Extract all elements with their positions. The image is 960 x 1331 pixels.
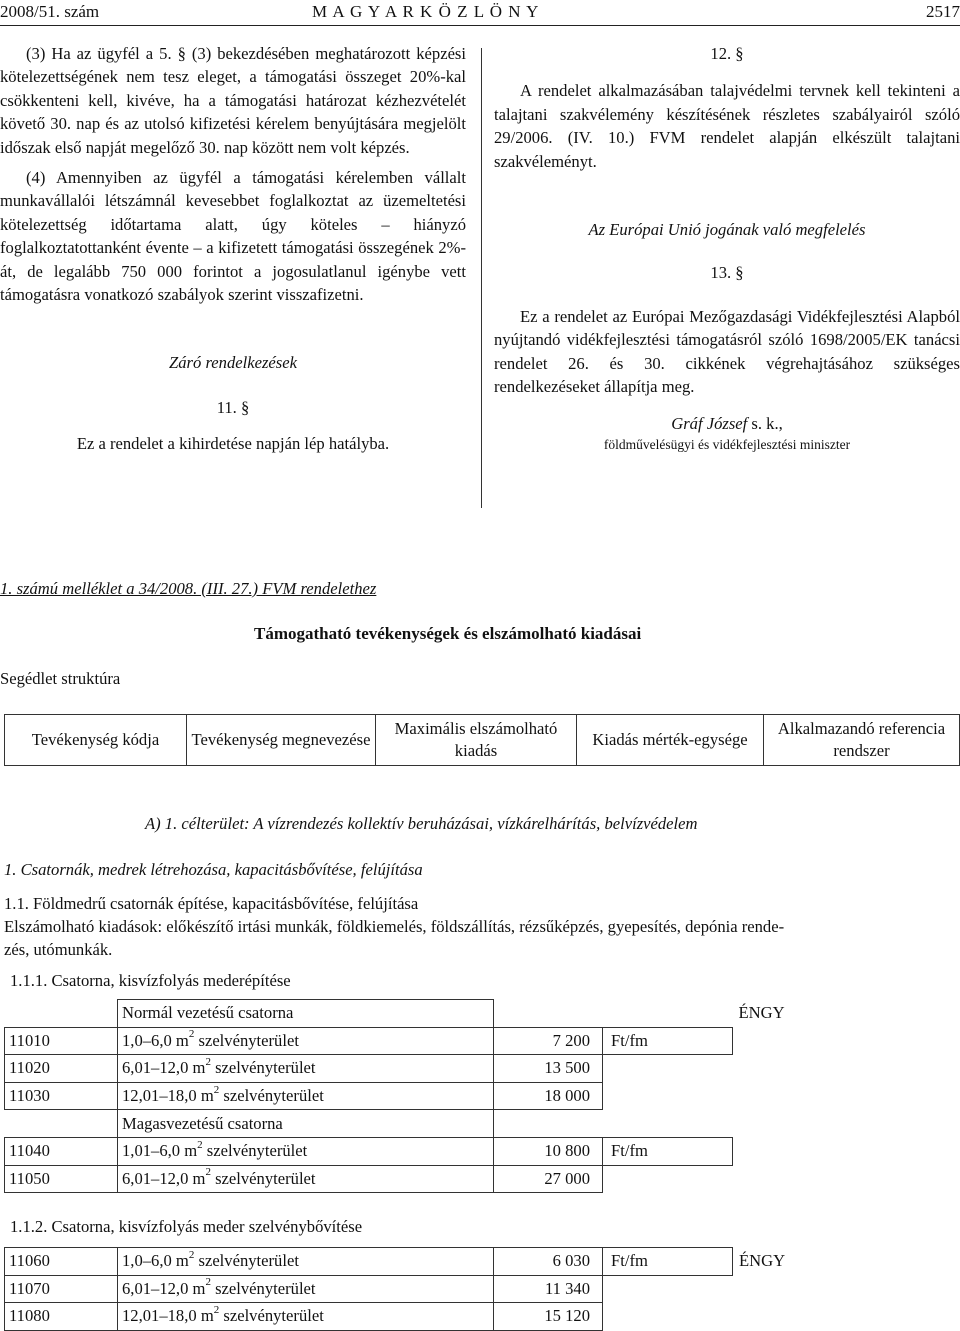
table-row bbox=[5, 1137, 842, 1165]
activity-code: 11070 bbox=[5, 1275, 118, 1303]
activity-name: 1,01–6,0 $m^2$ szelvényterület bbox=[118, 1137, 494, 1165]
activity-name: 1,0–6,0 $m^2$ szelvényterület bbox=[118, 1027, 494, 1055]
unit: Ft/fm bbox=[603, 1248, 733, 1276]
activity-code: 11050 bbox=[5, 1165, 118, 1193]
activity-code: 11080 bbox=[5, 1303, 118, 1331]
group-label-elevated: Magasvezetésű csatorna bbox=[118, 1110, 494, 1138]
section-title-final-provisions: Záró rendelkezések bbox=[169, 353, 297, 373]
left-column bbox=[0, 42, 466, 456]
annex-main-heading: Támogatható tevékenységek és elszámolható kiadásai bbox=[254, 624, 642, 643]
max-cost: 15 120 bbox=[494, 1303, 603, 1331]
section-11-text: Ez a rendelet a kihirdetése napján lép hatályba. bbox=[76, 434, 390, 454]
unit: Ft/fm bbox=[603, 1137, 733, 1165]
target-area-heading: A) 1. célterület: A vízrendezés kollektív beruházásai, vízkárelhárítás, belvízvédelem bbox=[145, 814, 698, 833]
header-rule bbox=[0, 25, 960, 26]
reference-system-cell: ÉNGY bbox=[739, 1251, 786, 1271]
right-column bbox=[494, 42, 960, 454]
column-header-name: Tevékenység megnevezése bbox=[187, 715, 376, 766]
paragraph-3: (3) Ha az ügyfél a 5. § (3) bekezdésében meghatározott képzési kötelezettségének nem tesz eleget, a támogatási összeget 20%-kal csökkenteni kell, kivéve, ha a támogatási határozat kézhezvételét követő 30. nap és az utolsó kifizetési kérelem benyújtására megjelölt időszak első napját megelőző 30. nap között nem volt képzés. bbox=[0, 44, 466, 157]
activity-code: 11010 bbox=[5, 1027, 118, 1055]
reference-system-cell: ÉNGY bbox=[738, 1003, 785, 1023]
column-divider bbox=[481, 48, 482, 508]
page-number: 2517 bbox=[926, 2, 960, 21]
max-cost: 11 340 bbox=[494, 1275, 603, 1303]
section-1-heading: 1. Csatornák, medrek létrehozása, kapacitásbővítése, felújítása bbox=[4, 860, 423, 879]
max-cost: 27 000 bbox=[494, 1165, 603, 1193]
section-title-eu-compliance: Az Európai Unió jogának való megfelelés bbox=[588, 220, 866, 240]
page-header-center: M A G Y A R K Ö Z L Ö N Y bbox=[312, 2, 540, 21]
section-13-text: Ez a rendelet az Európai Mezőgazdasági Vidékfejlesztési Alapból nyújtandó vidékfejlesztési támogatásról szóló 1698/2005/EK tanácsi rendelet 26. és 30. cikkének végrehajtásához szükséges rendelkezéseket állapítja meg. bbox=[494, 306, 960, 397]
activity-name: 12,01–18,0 $m^2$ szelvényterület bbox=[118, 1082, 494, 1110]
column-header-unit: Kiadás mérték-egysége bbox=[577, 715, 764, 766]
activity-code: 11020 bbox=[5, 1055, 118, 1083]
page-header-left: 2008/51. szám bbox=[0, 2, 100, 21]
table-row bbox=[5, 1303, 842, 1331]
section-12-number: 12. § bbox=[710, 44, 744, 63]
structure-header-row bbox=[5, 715, 960, 766]
activity-name: 1,0–6,0 $m^2$ szelvényterület bbox=[118, 1248, 494, 1276]
table-row bbox=[5, 1165, 842, 1193]
activity-name: 6,01–12,0 $m^2$ szelvényterület bbox=[118, 1055, 494, 1083]
section-1-1-2-heading: 1.1.2. Csatorna, kisvízfolyás meder szelvénybővítése bbox=[10, 1217, 363, 1236]
activity-code: 11030 bbox=[5, 1082, 118, 1110]
structure-header-table bbox=[4, 714, 960, 766]
table-row bbox=[5, 1027, 842, 1055]
column-header-max-cost: Maximális elszámolható kiadás bbox=[376, 715, 577, 766]
signature-line bbox=[494, 412, 960, 435]
activity-code: 11060 bbox=[5, 1248, 118, 1276]
section-12-text: A rendelet alkalmazásában talajvédelmi tervnek kell tekinteni a talajtani szakvélemény készítésének részletes szabályairól szóló 29/2006. (IV. 10.) FVM rendelet alapján elkészült talajtani szakvéleményt. bbox=[494, 81, 960, 171]
table-row bbox=[5, 1248, 842, 1276]
unit: Ft/fm bbox=[603, 1027, 733, 1055]
activity-name: 6,01–12,0 $m^2$ szelvényterület bbox=[118, 1165, 494, 1193]
signer-name: Gráf József bbox=[671, 414, 748, 434]
cost-table-1-1-2 bbox=[4, 1247, 842, 1331]
paragraph-4: (4) Amennyiben az ügyfél a támogatási kérelemben vállalt munkavállalói létszámnál kevesebbet foglalkoztat az üzemeltetési kötelezettség időtartama alatt, úgy köteles – hiányzó foglalkoztatottanként évente – a kifizetett támogatási összegének 2%-át, de legalább 750 000 forintot a jogosulatlanul igénybe vett támogatásra vonatkozó szabályok szerint visszafizetni. bbox=[0, 168, 466, 305]
activity-name: 12,01–18,0 $m^2$ szelvényterület bbox=[118, 1303, 494, 1331]
max-cost: 6 030 bbox=[494, 1248, 603, 1276]
annex-title: 1. számú melléklet a 34/2008. (III. 27.) FVM rendelethez bbox=[0, 579, 377, 598]
signer-title: földművelésügyi és vidékfejlesztési miniszter bbox=[603, 436, 851, 452]
table-row bbox=[5, 1275, 842, 1303]
column-header-reference: Alkalmazandó referencia rendszer bbox=[764, 715, 960, 766]
section-1-1-heading: 1.1. Földmedrű csatornák építése, kapacitásbővítése, felújítása bbox=[4, 894, 419, 913]
signer-suffix: s. k., bbox=[747, 414, 783, 434]
section-1-1-1-heading: 1.1.1. Csatorna, kisvízfolyás mederépítése bbox=[10, 971, 291, 990]
activity-name: 6,01–12,0 $m^2$ szelvényterület bbox=[118, 1275, 494, 1303]
activity-code: 11040 bbox=[5, 1137, 118, 1165]
table-group-row bbox=[5, 1110, 842, 1138]
eligible-costs-line-1: Elszámolható kiadások: előkészítő irtási munkák, földkiemelés, földszállítás, rézsűképzés, gyepesítés, depónia rende- bbox=[4, 917, 785, 936]
structure-label: Segédlet struktúra bbox=[0, 669, 121, 688]
max-cost: 7 200 bbox=[494, 1027, 603, 1055]
cost-table-1-1-1 bbox=[4, 999, 842, 1193]
table-row bbox=[5, 1055, 842, 1083]
max-cost: 13 500 bbox=[494, 1055, 603, 1083]
group-label-normal: Normál vezetésű csatorna bbox=[118, 1000, 494, 1028]
section-13-number: 13. § bbox=[710, 263, 744, 283]
table-group-row bbox=[5, 1000, 842, 1028]
eligible-costs-line-2: zés, utómunkák. bbox=[4, 940, 113, 959]
section-11-number: 11. § bbox=[216, 397, 250, 417]
table-row bbox=[5, 1082, 842, 1110]
max-cost: 18 000 bbox=[494, 1082, 603, 1110]
column-header-code: Tevékenység kódja bbox=[5, 715, 187, 766]
max-cost: 10 800 bbox=[494, 1137, 603, 1165]
